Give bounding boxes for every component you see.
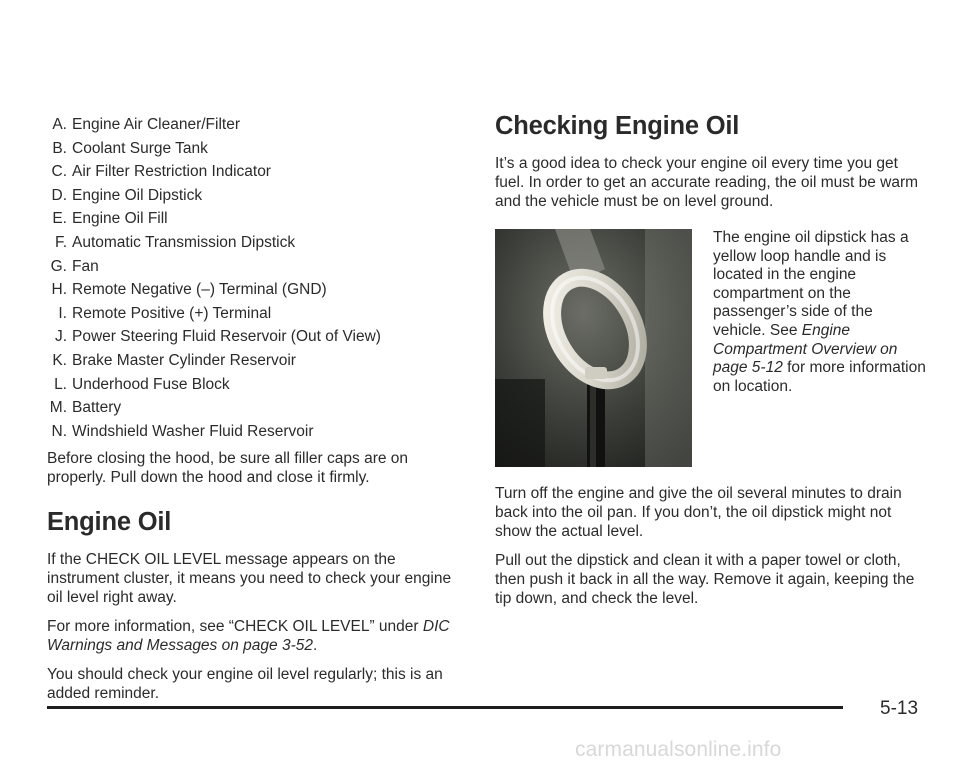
legend-item: G. Fan <box>50 257 99 275</box>
right-column <box>495 111 925 608</box>
legend-item: L. Underhood Fuse Block <box>54 375 230 393</box>
pull-out-dipstick-paragraph: Pull out the dipstick and clean it with a paper towel or cloth, then push it back in all the way. Remove it again, keeping the tip down, and check the level. <box>495 552 915 607</box>
legend-item: B. Coolant Surge Tank <box>52 139 208 157</box>
legend-item: J. Power Steering Fluid Reservoir (Out of View) <box>54 328 381 346</box>
component-legend-list <box>47 113 457 443</box>
closing-hood-note: Before closing the hood, be sure all filler caps are on properly. Pull down the hood and close it firmly. <box>47 450 409 487</box>
left-column <box>47 113 457 703</box>
legend-item: D. Engine Oil Dipstick <box>51 186 203 204</box>
checking-engine-oil-heading: Checking Engine Oil <box>495 112 740 140</box>
turn-off-engine-paragraph: Turn off the engine and give the oil several minutes to drain back into the oil pan. If you don’t, the oil dipstick might not show the actual level. <box>495 485 902 540</box>
footer-rule <box>47 706 843 709</box>
watermark: carmanualsonline.info <box>575 738 782 761</box>
legend-item: M. Battery <box>49 399 122 417</box>
dipstick-caption-paragraph: The engine oil dipstick has a yellow loop handle and is located in the engine compartment on the passenger’s side of the vehicle. See Engine Compartment Overview on page 5-12 for more information on location. <box>713 229 926 395</box>
legend-item: E. Engine Oil Fill <box>52 210 168 228</box>
legend-item: K. Brake Master Cylinder Reservoir <box>52 351 296 369</box>
dic-warnings-reference: DIC Warnings and Messages on page 3-52 <box>47 618 450 655</box>
engine-oil-paragraph: If the CHECK OIL LEVEL message appears on the instrument cluster, it means you need to check your engine oil level right away. <box>47 551 452 607</box>
legend-item: F. Automatic Transmission Dipstick <box>54 233 296 251</box>
legend-item: C. Air Filter Restriction Indicator <box>51 163 271 181</box>
engine-oil-heading: Engine Oil <box>47 508 172 537</box>
legend-item: I. Remote Positive (+) Terminal <box>58 304 272 322</box>
engine-compartment-reference: Engine Compartment Overview on page 5-12 <box>713 321 898 377</box>
checking-intro-paragraph: It’s a good idea to check your engine oil every time you get fuel. In order to get an accurate reading, the oil must be warm and the vehicle must be on level ground. <box>495 155 919 210</box>
legend-item: A. Engine Air Cleaner/Filter <box>52 116 240 133</box>
dipstick-caption <box>713 229 928 396</box>
dipstick-photo <box>495 229 692 467</box>
dipstick-figure-row <box>495 229 925 474</box>
engine-oil-reminder-paragraph: You should check your engine oil level regularly; this is an added reminder. <box>47 666 443 703</box>
page-number: 5-13 <box>880 698 919 719</box>
engine-oil-reference-paragraph: For more information, see “CHECK OIL LEVEL” under DIC Warnings and Messages on page 3-52. <box>47 618 450 655</box>
legend-item: H. Remote Negative (–) Terminal (GND) <box>51 281 327 299</box>
legend-item: N. Windshield Washer Fluid Reservoir <box>51 422 314 440</box>
dipstick-handle-image <box>495 229 692 467</box>
